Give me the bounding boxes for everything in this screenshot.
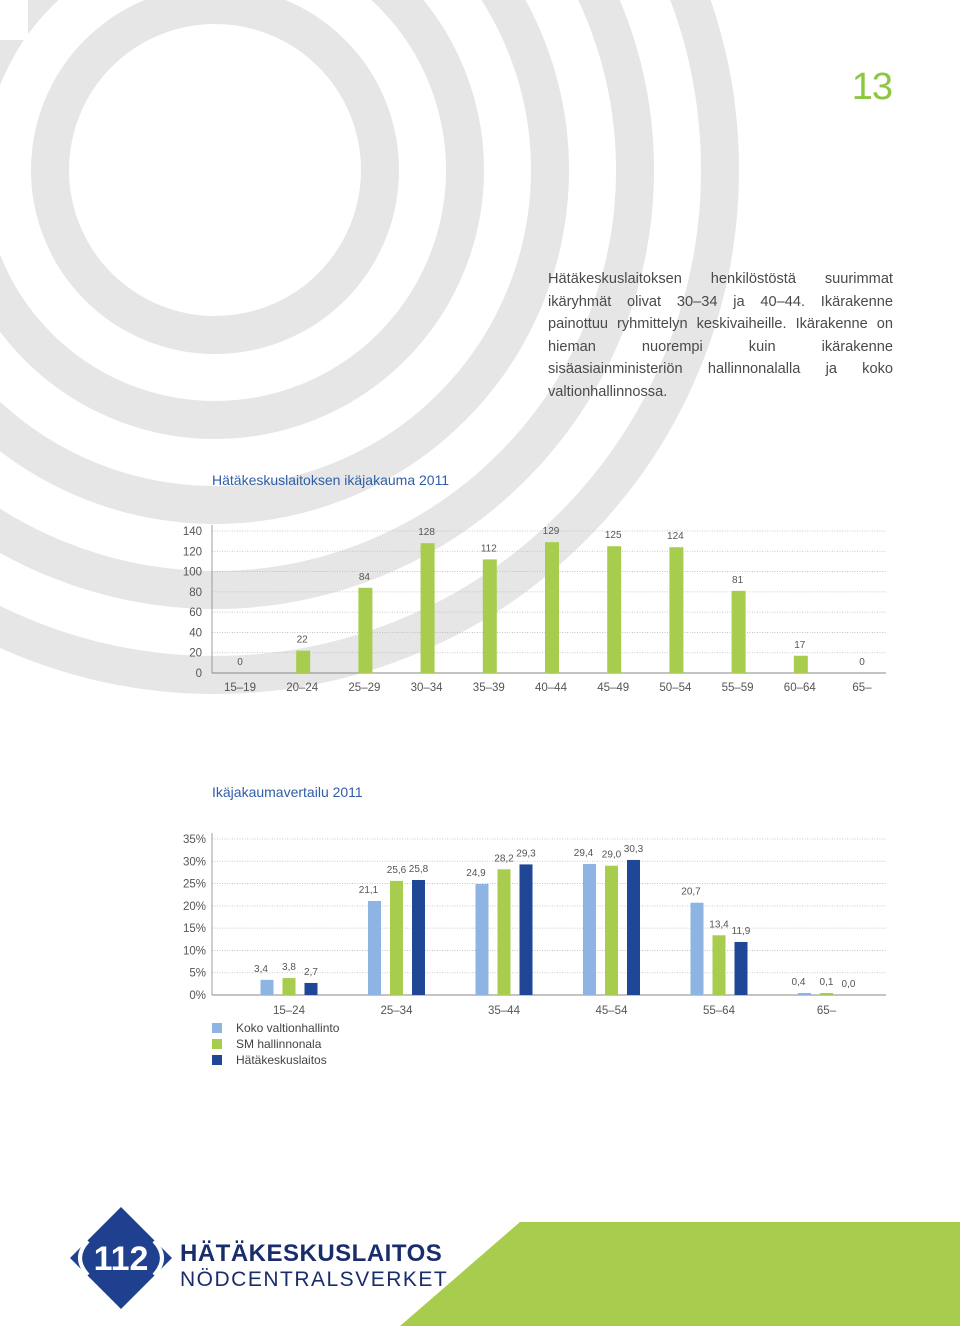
x-tick-label: 50–54 bbox=[659, 682, 692, 694]
x-tick-label: 45–54 bbox=[595, 1005, 628, 1017]
data-label: 3,8 bbox=[282, 962, 296, 974]
logo-emblem-text: 112 bbox=[93, 1240, 149, 1278]
legend-label: Koko valtionhallinto bbox=[236, 1021, 340, 1035]
intro-paragraph: Hätäkeskuslaitoksen henkilöstöstä suurimmat ikäryhmät olivat 30–34 ja 40–44. Ikärakenne painottuu ryhmittelyn keskivaiheille. Ikärakenne on hieman nuorempi kuin ikärakenne sisäasiainministeriön hallinnonalalla ja koko valtionhallinnossa. bbox=[548, 271, 893, 400]
data-label: 84 bbox=[358, 571, 370, 583]
data-label: 128 bbox=[418, 527, 435, 539]
data-label: 29,4 bbox=[573, 847, 594, 859]
bar bbox=[368, 901, 381, 995]
chart1-title: Hätäkeskuslaitoksen ikäjakauma 2011 bbox=[212, 472, 450, 488]
bar bbox=[627, 860, 640, 995]
legend-label: SM hallinnonala bbox=[236, 1037, 322, 1051]
data-label: 0,1 bbox=[819, 977, 834, 988]
data-label: 81 bbox=[732, 574, 744, 586]
x-tick-label: 65– bbox=[852, 682, 872, 694]
x-tick-label: 15–19 bbox=[224, 682, 256, 694]
x-tick-label: 60–64 bbox=[783, 682, 816, 694]
bar bbox=[735, 942, 748, 995]
y-tick-label: 30% bbox=[182, 856, 206, 869]
x-tick-label: 20–24 bbox=[286, 682, 319, 694]
data-label: 29,3 bbox=[516, 848, 536, 860]
data-label: 2,7 bbox=[304, 966, 318, 978]
data-label: 20,7 bbox=[681, 886, 701, 898]
y-tick-label: 35% bbox=[182, 834, 206, 846]
data-label: 0,0 bbox=[841, 979, 856, 990]
legend-label: Hätäkeskuslaitos bbox=[236, 1053, 327, 1067]
legend-swatch bbox=[212, 1023, 222, 1033]
y-tick-label: 120 bbox=[182, 546, 202, 559]
bar bbox=[605, 866, 618, 995]
y-tick-label: 20 bbox=[189, 647, 202, 660]
data-label: 112 bbox=[480, 543, 497, 555]
x-tick-label: 40–44 bbox=[535, 682, 567, 694]
bar bbox=[583, 864, 596, 995]
legend-swatch bbox=[212, 1055, 222, 1065]
page-number: 13 bbox=[851, 66, 892, 108]
data-label: 22 bbox=[296, 634, 308, 646]
legend-item bbox=[212, 1036, 339, 1052]
y-tick-label: 20% bbox=[182, 900, 206, 913]
bar bbox=[261, 980, 274, 995]
y-tick-label: 10% bbox=[182, 945, 206, 958]
data-label: 29,0 bbox=[601, 849, 622, 861]
x-tick-label: 30–34 bbox=[410, 682, 443, 694]
y-tick-label: 15% bbox=[182, 923, 206, 936]
data-label: 0 bbox=[237, 657, 243, 668]
x-tick-label: 45–49 bbox=[597, 682, 630, 694]
y-tick-label: 60 bbox=[189, 607, 202, 620]
x-tick-label: 65– bbox=[816, 1005, 837, 1017]
y-tick-label: 0% bbox=[189, 990, 206, 1002]
data-label: 11,9 bbox=[731, 925, 751, 937]
bar bbox=[412, 880, 425, 995]
bar bbox=[691, 903, 704, 995]
y-tick-label: 140 bbox=[182, 526, 202, 538]
data-label: 0 bbox=[859, 657, 865, 668]
y-tick-label: 40 bbox=[189, 627, 202, 640]
y-tick-label: 5% bbox=[189, 967, 206, 980]
data-label: 0,4 bbox=[791, 977, 806, 988]
bar bbox=[498, 869, 511, 995]
y-tick-label: 0 bbox=[195, 668, 202, 680]
bar bbox=[476, 884, 489, 995]
logo-emblem bbox=[66, 1203, 176, 1313]
bar bbox=[798, 993, 811, 995]
bar bbox=[305, 983, 318, 995]
bar bbox=[283, 978, 296, 995]
data-label: 125 bbox=[604, 530, 622, 542]
chart2-title: Ikäjakaumavertailu 2011 bbox=[212, 784, 363, 800]
logo-title: HÄTÄKESKUSLAITOS bbox=[180, 1240, 443, 1267]
x-tick-label: 15–24 bbox=[273, 1005, 305, 1017]
y-tick-label: 25% bbox=[182, 878, 206, 891]
x-tick-label: 25–29 bbox=[348, 682, 381, 694]
legend-item bbox=[212, 1020, 339, 1036]
data-label: 24,9 bbox=[466, 868, 486, 880]
data-label: 30,3 bbox=[623, 843, 644, 855]
data-label: 129 bbox=[542, 526, 560, 538]
data-label: 28,2 bbox=[494, 853, 514, 865]
legend-swatch bbox=[212, 1039, 222, 1049]
bar bbox=[820, 993, 833, 995]
x-tick-label: 35–44 bbox=[488, 1005, 520, 1017]
bar bbox=[520, 864, 533, 995]
data-label: 3,4 bbox=[254, 963, 268, 975]
data-label: 13,4 bbox=[709, 919, 729, 931]
x-tick-label: 25–34 bbox=[380, 1005, 413, 1017]
y-tick-label: 80 bbox=[189, 586, 202, 599]
x-tick-label: 35–39 bbox=[472, 682, 505, 694]
data-label: 124 bbox=[667, 531, 684, 543]
chart2-legend bbox=[212, 1020, 339, 1068]
y-tick-label: 100 bbox=[182, 566, 202, 579]
x-tick-label: 55–64 bbox=[703, 1005, 735, 1017]
bar bbox=[390, 881, 403, 995]
data-label: 17 bbox=[794, 639, 806, 651]
legend-item bbox=[212, 1052, 339, 1068]
x-tick-label: 55–59 bbox=[721, 682, 754, 694]
data-label: 25,6 bbox=[386, 864, 407, 876]
logo-subtitle: NÖDCENTRALSVERKET bbox=[180, 1268, 449, 1291]
data-label: 25,8 bbox=[408, 864, 429, 876]
data-label: 21,1 bbox=[358, 884, 379, 896]
bar bbox=[713, 935, 726, 995]
